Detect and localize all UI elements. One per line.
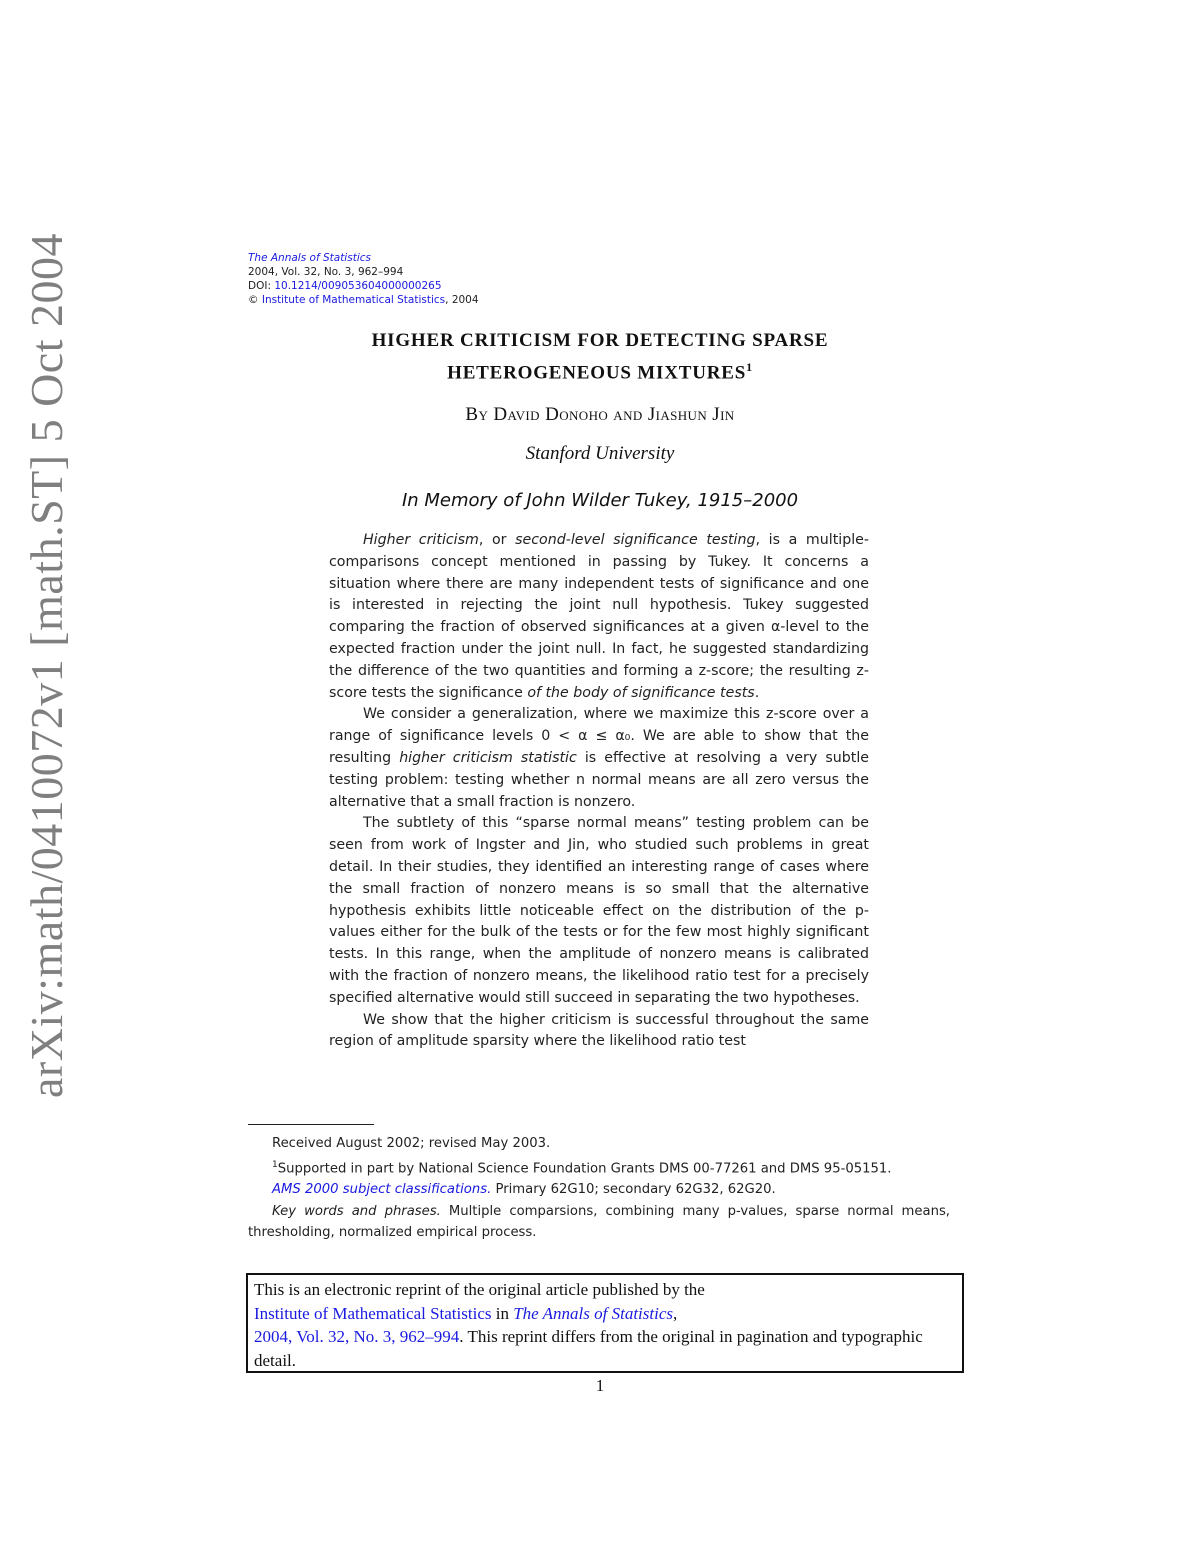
footnote-divider xyxy=(248,1124,374,1125)
page-number: 1 xyxy=(595,1376,605,1395)
title-footnote-mark[interactable]: 1 xyxy=(746,360,753,374)
author-list: By David Donoho and Jiashun Jin xyxy=(465,404,735,425)
reprint-journal-link[interactable]: The Annals of Statistics xyxy=(513,1303,674,1323)
affiliation: Stanford University xyxy=(525,443,675,464)
journal-header xyxy=(248,251,479,307)
title-line-1: HIGHER CRITICISM FOR DETECTING SPARSE xyxy=(371,330,829,351)
arxiv-sidebar-stamp: arXiv:math/0410072v1 [math.ST] 5 Oct 2004 xyxy=(21,233,72,1098)
doi-link[interactable]: 10.1214/009053604000000265 xyxy=(274,280,442,292)
keywords: Key words and phrases. Multiple comparsions, combining many p-values, sparse normal means, thresholding, normalized empirical process. xyxy=(248,1203,951,1241)
paper-title xyxy=(300,328,900,386)
abstract xyxy=(329,530,869,1053)
abstract-paragraph: We show that the higher criticism is successful throughout the same region of amplitude sparsity where the likelihood ratio test xyxy=(329,1011,869,1050)
title-line-2: HETEROGENEOUS MIXTURES$^1$ xyxy=(447,360,753,384)
ams-classification: AMS 2000 subject classifications. Primary 62G10; secondary 62G32, 62G20. xyxy=(272,1182,776,1198)
journal-citation: 2004, Vol. 32, No. 3, 962–994 xyxy=(248,266,404,278)
abstract-paragraph: We consider a generalization, where we maximize this z-score over a range of significance levels 0 < α ≤ α₀. We are able to show that the resulting higher criticism statistic is effective at resolving a very subtle testing problem: testing whether n normal means are all zero versus the alternative that a small fraction is nonzero. xyxy=(329,706,869,810)
reprint-ims-link[interactable]: Institute of Mathematical Statistics xyxy=(254,1303,492,1323)
dedication: In Memory of John Wilder Tukey, 1915–2000 xyxy=(401,490,799,511)
footnotes xyxy=(248,1133,950,1244)
copyright-year: , 2004 xyxy=(445,294,479,306)
reprint-citation-link[interactable]: 2004, Vol. 32, No. 3, 962–994 xyxy=(254,1327,460,1346)
copyright-line xyxy=(248,293,479,307)
ams-classification-link[interactable]: AMS 2000 subject classifications. xyxy=(272,1182,492,1198)
doi-label: DOI: xyxy=(248,280,275,292)
received-note: Received August 2002; revised May 2003. xyxy=(272,1136,551,1151)
reprint-notice: This is an electronic reprint of the original article published by the Institute of Mathematical Statistics in The Annals of Statistics, 2004, Vol. 32, No. 3, 962–994. This reprint differs from the original in pagination and typographic detail. xyxy=(246,1273,964,1373)
ims-link[interactable]: Institute of Mathematical Statistics xyxy=(261,294,446,306)
abstract-paragraph: Higher criticism, or second-level significance testing, is a multiple-comparisons concept mentioned in passing by Tukey. It concerns a situation where there are many independent tests of significance and one is interested in rejecting the joint null hypothesis. Tukey suggested comparing the fraction of observed significances at a given α-level to the expected fraction under the joint null. In fact, he suggested standardizing the difference of the two quantities and forming a z-score; the resulting z-score tests the significance of the body of significance tests. xyxy=(329,532,869,701)
abstract-paragraph: The subtlety of this “sparse normal means” testing problem can be seen from work of Ingster and Jin, who studied such problems in great detail. In their studies, they identified an interesting range of cases where the small fraction of nonzero means is so small that the alternative hypothesis exhibits little noticeable effect on the distribution of the p-values either for the bulk of the tests or for the few most highly significant tests. In this range, when the amplitude of nonzero means is calibrated with the fraction of nonzero means, the likelihood ratio test for a precisely specified alternative would still succeed in separating the two hypotheses. xyxy=(329,815,869,1006)
doi-line xyxy=(248,279,479,293)
copyright-icon: © xyxy=(248,294,259,306)
journal-name-link[interactable]: The Annals of Statistics xyxy=(248,252,371,264)
support-note: $^1$Supported in part by National Science Foundation Grants DMS 00-77261 and DMS 95-05151. xyxy=(272,1159,892,1176)
